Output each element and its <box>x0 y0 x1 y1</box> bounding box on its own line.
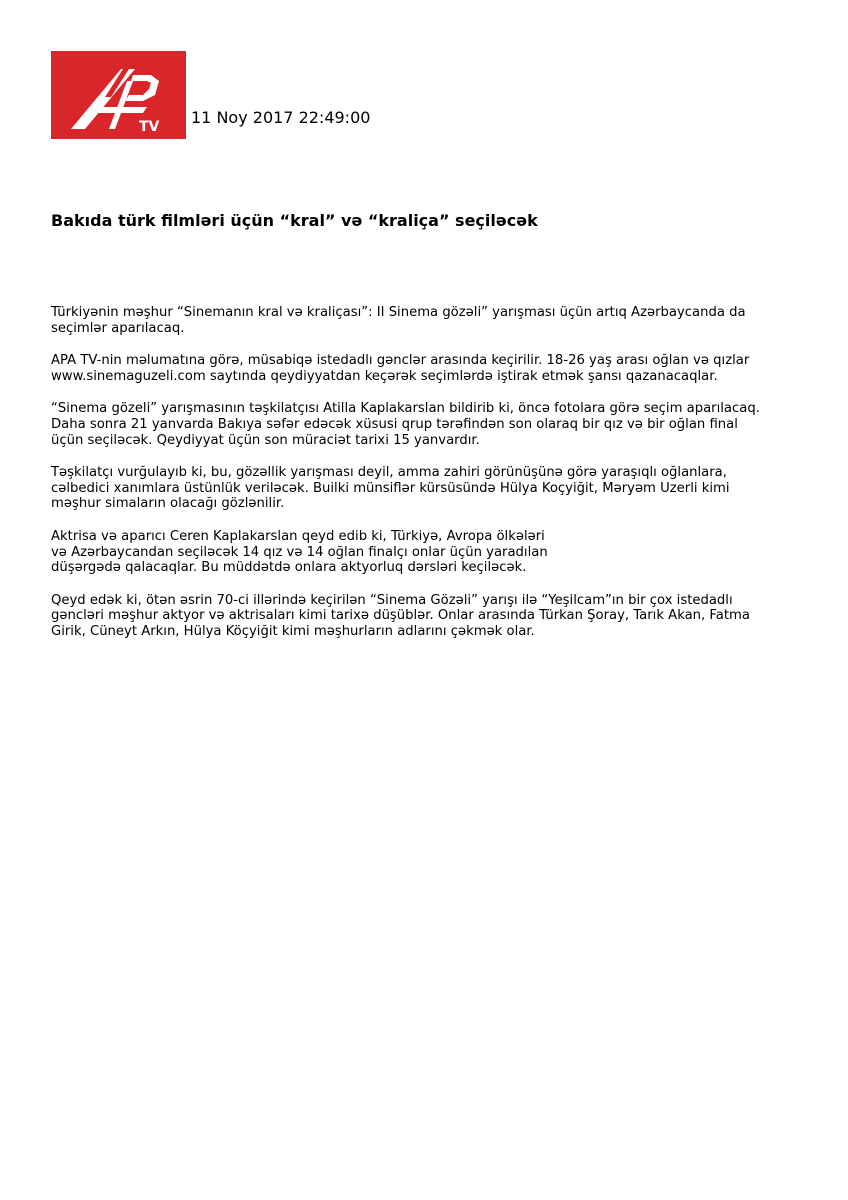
article-body <box>51 305 821 657</box>
paragraph: Qeyd edək ki, ötən əsrin 70-ci illərində keçirilən “Sinema Gözəli” yarışı ilə “Yeşilcam”ın bir çox istedadlı gəncləri məşhur aktyor və aktrisaları kimi tarixə düşüblər. Onlar arasında Türkan Şoray, Tarık Akan, Fatma Girik, Cüneyt Arkın, Hülya Köçyiğit kimi məşhurların adlarını çəkmək olar. <box>51 592 750 639</box>
paragraph: Aktrisa və aparıcı Ceren Kaplakarslan qeyd edib ki, Türkiyə, Avropa ölkələri və Azərbaycandan seçiləcək 14 qız və 14 oğlan finalçı onlar üçün yaradılan düşərgədə qalacaqlar. Bu müddətdə onlara aktyorluq dərsləri keçiləcək. <box>51 528 548 576</box>
paragraph: Təşkilatçı vurğulayıb ki, bu, gözəllik yarışması deyil, amma zahiri görünüşünə görə yaraşıqlı oğlanlara, cəlbedici xanımlara üstünlük veriləcək. Builki münsiflər kürsüsündə Hülya Koçyiğit, Məryəm Uzerli kimi məşhur simaların olacağı gözlənilir. <box>51 465 730 512</box>
paragraph: Türkiyənin məşhur “Sinemanın kral və kraliçası”: II Sinema gözəli” yarışması üçün artıq Azərbaycanda da seçimlər aparılacaq. <box>51 305 746 336</box>
publish-datetime: 11 Noy 2017 22:49:00 <box>191 108 371 127</box>
paragraph: “Sinema gözeli” yarışmasının təşkilatçısı Atilla Kaplakarslan bildirib ki, öncə fotolara görə seçim aparılacaq. Daha sonra 21 yanvarda Bakıya səfər edəcək xüsusi qrup tərəfindən son olaraq bir qız və bir oğlan final üçün seçiləcək. Qeydiyyat üçün son müraciət tarixi 15 yanvardır. <box>51 401 760 448</box>
apa-tv-logo <box>51 51 186 139</box>
paragraph: APA TV-nin məlumatına görə, müsabiqə istedadlı gənclər arasında keçirilir. 18-26 yaş arası oğlan və qızlar www.sinemaguzeli.com saytında qeydiyyatdan keçərək seçimlərdə iştirak etmək şansı qazanacaqlar. <box>51 353 750 384</box>
article-title: Bakıda türk filmləri üçün “kral” və “kraliça” seçiləcək <box>51 211 538 230</box>
svg-text:TV: TV <box>139 119 160 135</box>
